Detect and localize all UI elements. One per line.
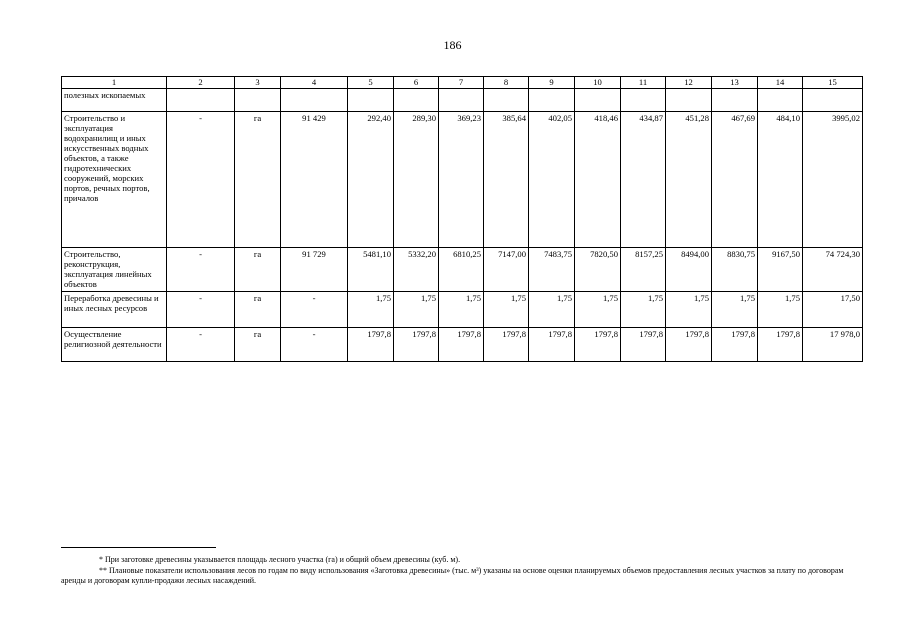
table-cell: 74 724,30 xyxy=(803,248,863,292)
table-cell xyxy=(712,89,758,112)
table-cell: - xyxy=(281,328,348,362)
table-cell: 1797,8 xyxy=(712,328,758,362)
footnote-1: * При заготовке древесины указывается площадь лесного участка (га) и общий объем древесины (куб. м). xyxy=(99,555,461,564)
table-cell: - xyxy=(167,112,235,248)
table-cell: 1,75 xyxy=(529,292,575,328)
table-cell: 1,75 xyxy=(394,292,439,328)
table-cell: 7147,00 xyxy=(484,248,529,292)
table-cell: га xyxy=(235,248,281,292)
table-row xyxy=(62,89,863,112)
table-cell: 1,75 xyxy=(348,292,394,328)
table-cell: 1797,8 xyxy=(621,328,666,362)
header-cell: 1 xyxy=(62,77,167,89)
row-name-cell: Строительство и эксплуатация водохранилищ и иных искусственных водных объектов, а также гидротехнических сооружений, морских портов, речных портов, причалов xyxy=(62,112,167,248)
row-name-cell: Осуществление религиозной деятельности xyxy=(62,328,167,362)
table-cell: 1797,8 xyxy=(575,328,621,362)
table-cell: 1797,8 xyxy=(439,328,484,362)
table-cell xyxy=(348,89,394,112)
table-cell: 91 729 xyxy=(281,248,348,292)
table-cell: 1,75 xyxy=(712,292,758,328)
table-cell: 385,64 xyxy=(484,112,529,248)
table-cell: 434,87 xyxy=(621,112,666,248)
table-cell: 418,46 xyxy=(575,112,621,248)
table-cell xyxy=(235,89,281,112)
table-cell: 484,10 xyxy=(758,112,803,248)
table-cell xyxy=(394,89,439,112)
table-cell xyxy=(575,89,621,112)
header-cell: 2 xyxy=(167,77,235,89)
table-cell: 402,05 xyxy=(529,112,575,248)
header-cell: 11 xyxy=(621,77,666,89)
table-row xyxy=(62,292,863,328)
header-cell: 12 xyxy=(666,77,712,89)
table-cell: 467,69 xyxy=(712,112,758,248)
table-cell: 1,75 xyxy=(758,292,803,328)
row-name-cell: Строительство, реконструкция, эксплуатация линейных объектов xyxy=(62,248,167,292)
table-cell: 5332,20 xyxy=(394,248,439,292)
header-cell: 8 xyxy=(484,77,529,89)
header-cell: 4 xyxy=(281,77,348,89)
header-cell: 9 xyxy=(529,77,575,89)
table-cell: 369,23 xyxy=(439,112,484,248)
table-cell: 5481,10 xyxy=(348,248,394,292)
table-cell: 1,75 xyxy=(575,292,621,328)
header-cell: 6 xyxy=(394,77,439,89)
table-cell: 6810,25 xyxy=(439,248,484,292)
table-cell xyxy=(529,89,575,112)
page-number: 186 xyxy=(443,38,462,52)
header-row xyxy=(62,77,863,89)
header-cell: 5 xyxy=(348,77,394,89)
table-cell xyxy=(621,89,666,112)
data-table xyxy=(61,76,863,362)
table-cell xyxy=(758,89,803,112)
footnote-separator xyxy=(61,547,216,548)
table-cell: 17,50 xyxy=(803,292,863,328)
table-cell: га xyxy=(235,112,281,248)
table-cell: 1797,8 xyxy=(484,328,529,362)
table-cell: 1797,8 xyxy=(758,328,803,362)
table-cell xyxy=(666,89,712,112)
table-cell xyxy=(484,89,529,112)
header-cell: 10 xyxy=(575,77,621,89)
table-cell: 289,30 xyxy=(394,112,439,248)
table-cell: 1,75 xyxy=(439,292,484,328)
table-cell: 451,28 xyxy=(666,112,712,248)
table-cell xyxy=(281,89,348,112)
table-cell: 91 429 xyxy=(281,112,348,248)
table-cell: 7483,75 xyxy=(529,248,575,292)
table-cell: - xyxy=(281,292,348,328)
header-cell: 14 xyxy=(758,77,803,89)
row-name-cell: полезных ископаемых xyxy=(62,89,167,112)
header-cell: 13 xyxy=(712,77,758,89)
table-row xyxy=(62,328,863,362)
table-cell: 1797,8 xyxy=(348,328,394,362)
table-row xyxy=(62,248,863,292)
table-cell: - xyxy=(167,292,235,328)
table-cell: 3995,02 xyxy=(803,112,863,248)
table-cell: - xyxy=(167,248,235,292)
table-row xyxy=(62,112,863,248)
table-cell xyxy=(167,89,235,112)
table-cell: 1,75 xyxy=(484,292,529,328)
table-cell: 7820,50 xyxy=(575,248,621,292)
table-cell: 1797,8 xyxy=(529,328,575,362)
table-cell: 1797,8 xyxy=(394,328,439,362)
table-cell: 1797,8 xyxy=(666,328,712,362)
table-cell: 1,75 xyxy=(666,292,712,328)
footnote-2: ** Плановые показатели использования лесов по годам по виду использования «Заготовка древесины» (тыс. м³) указаны на основе оценки планируемых объемов предоставления лесных участков за плату по договорам аренды и договорам купли-продажи лесных насаждений. xyxy=(61,566,844,585)
table-cell: - xyxy=(167,328,235,362)
header-cell: 7 xyxy=(439,77,484,89)
table-cell xyxy=(439,89,484,112)
table-cell: 292,40 xyxy=(348,112,394,248)
header-cell: 15 xyxy=(803,77,863,89)
table-cell: 17 978,0 xyxy=(803,328,863,362)
table-cell xyxy=(803,89,863,112)
header-cell: 3 xyxy=(235,77,281,89)
table-cell: 8157,25 xyxy=(621,248,666,292)
table-cell: 8494,00 xyxy=(666,248,712,292)
table-cell: га xyxy=(235,328,281,362)
table-cell: 1,75 xyxy=(621,292,666,328)
table-cell: га xyxy=(235,292,281,328)
row-name-cell: Переработка древесины и иных лесных ресурсов xyxy=(62,292,167,328)
table-cell: 9167,50 xyxy=(758,248,803,292)
table-cell: 8830,75 xyxy=(712,248,758,292)
